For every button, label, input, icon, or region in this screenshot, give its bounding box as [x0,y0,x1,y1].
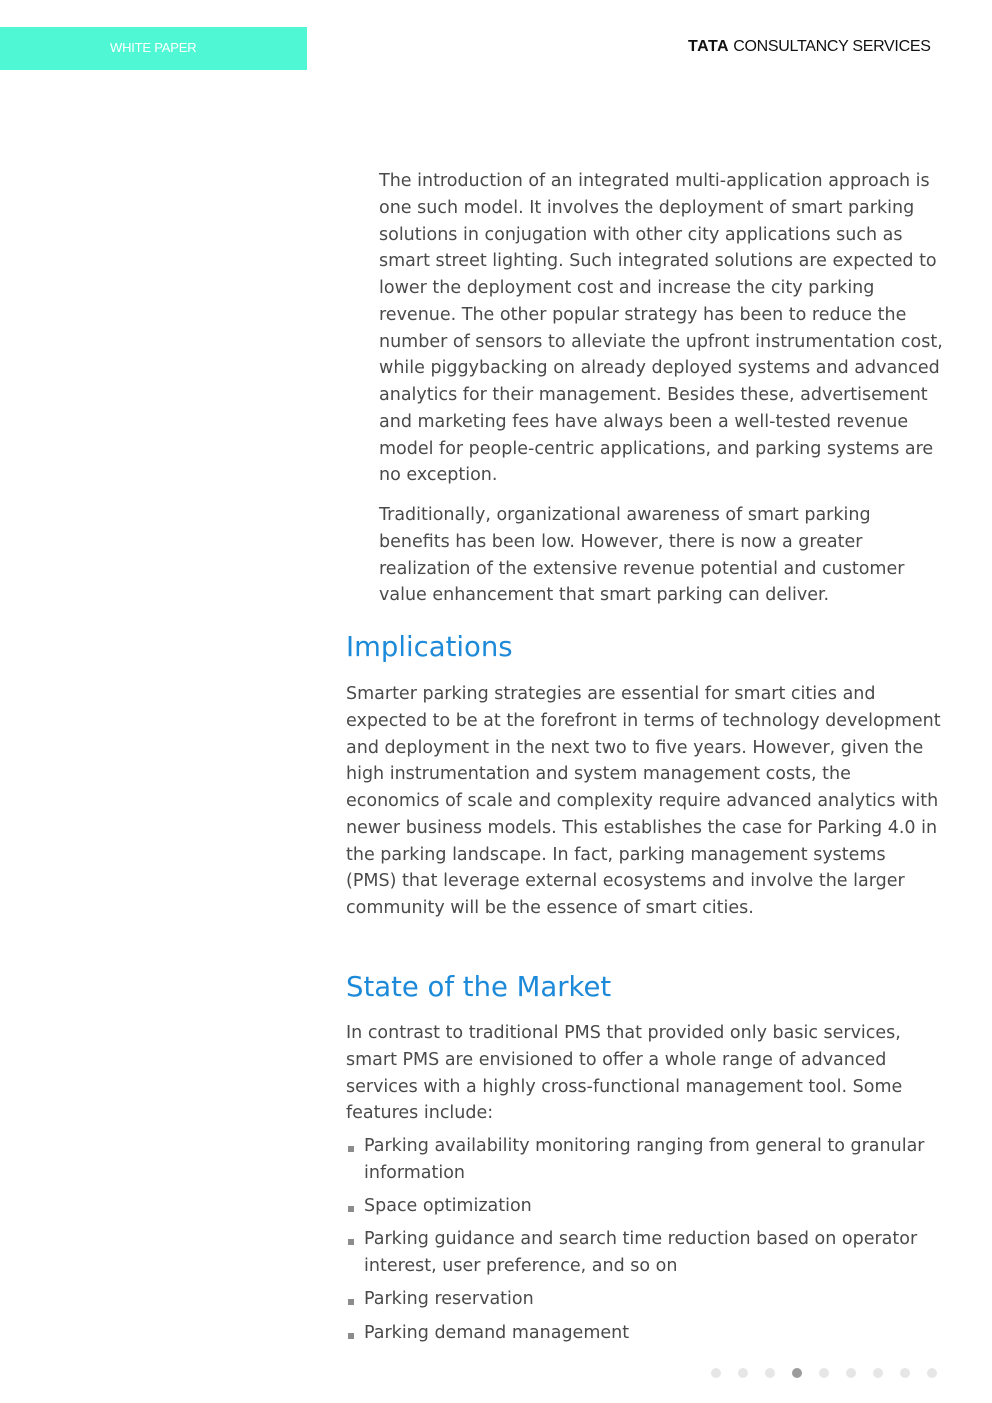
page-indicator [711,1368,941,1378]
company-logo [688,38,938,56]
intro-paragraph-2: Traditionally, organizational awareness of smart parking benefits has been low. However, there is now a greater realization of the extensive revenue potential and customer value enhancement that smart parking can deliver. [379,505,905,606]
feature-list [346,1133,941,1353]
white-paper-tag [0,27,307,70]
page-dot [927,1368,937,1378]
feature-list-item: Parking guidance and search time reduction based on operator interest, user preference, and so on [346,1226,941,1280]
page-dot [873,1368,883,1378]
page-dot [819,1368,829,1378]
intro-paragraph-1: The introduction of an integrated multi-application approach is one such model. It involves the deployment of smart parking solutions in conjugation with other city applications such as smart street lighting. Such integrated solutions are expected to lower the deployment cost and increase the city parking revenue. The other popular strategy has been to reduce the number of sensors to alleviate the upfront instrumentation cost, while piggybacking on already deployed systems and advanced analytics for their management. Besides these, advertisement and marketing fees have always been a well-tested revenue model for people-centric applications, and parking systems are no exception. [379,171,943,486]
page-dot [765,1368,775,1378]
page-dot [900,1368,910,1378]
state-of-market-paragraph: In contrast to traditional PMS that provided only basic services, smart PMS are envisioned to offer a whole range of advanced services with a highly cross-functional management tool. Some features include: [346,1023,903,1124]
page-dot-active [792,1368,802,1378]
white-paper-label: WHITE PAPER [110,40,197,55]
implications-heading: Implications [346,631,513,663]
feature-list-item: Parking availability monitoring ranging from general to granular information [346,1133,941,1187]
page-dot [711,1368,721,1378]
brand-name-tata: TATA [688,38,730,55]
implications-paragraph: Smarter parking strategies are essential for smart cities and expected to be at the forefront in terms of technology development and deployment in the next two to five years. However, given the high instrumentation and system management costs, the economics of scale and complexity require advanced analytics with newer business models. This establishes the case for Parking 4.0 in the parking landscape. In fact, parking management systems (PMS) that leverage external ecosystems and involve the larger community will be the essence of smart cities. [346,684,941,918]
feature-list-item: Parking demand management [346,1320,941,1347]
feature-list-item: Parking reservation [346,1286,941,1313]
page-dot [738,1368,748,1378]
state-of-market-heading: State of the Market [346,971,612,1003]
page-dot [846,1368,856,1378]
feature-list-item: Space optimization [346,1193,941,1220]
brand-name-rest: CONSULTANCY SERVICES [733,38,931,55]
